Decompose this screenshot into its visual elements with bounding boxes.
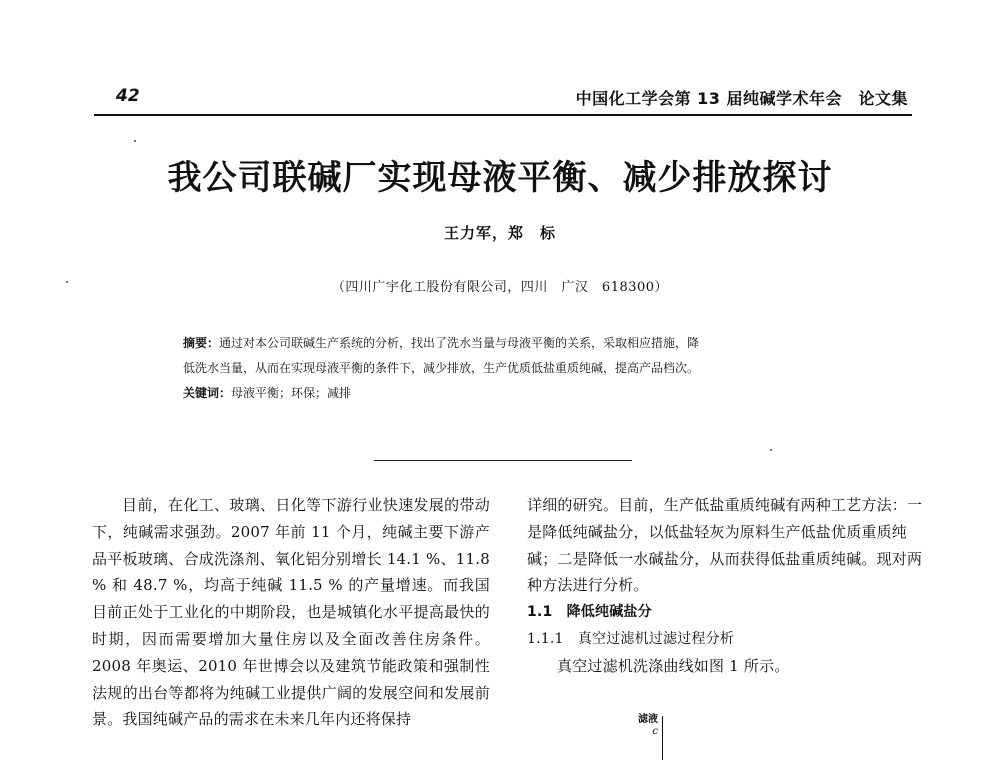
figure-1-partial (628, 714, 668, 760)
figure-reference: 真空过滤机洗涤曲线如图 1 所示。 (557, 656, 790, 675)
abstract-label: 摘要： (183, 336, 220, 350)
continued-paragraph: 详细的研究。目前，生产低盐重质纯碱有两种工艺方法：一是降低纯碱盐分，以低盐轻灰为原料生产低盐优质重质纯碱；二是降低一水碱盐分，从而获得低盐重质纯碱。现对两种方法进行分析。 (527, 496, 923, 595)
right-column (527, 492, 925, 680)
abstract-text-1: 通过对本公司联碱生产系统的分析，找出了洗水当量与母液平衡的关系，采取相应措施，降 (219, 336, 700, 350)
keywords-text: 母液平衡；环保；减排 (231, 386, 352, 400)
figure-y-axis-label: 滤液 (638, 714, 658, 725)
scan-speck (66, 281, 68, 283)
affiliation: （四川广宇化工股份有限公司，四川 广汉 618300） (331, 280, 669, 295)
section-divider (374, 460, 632, 461)
keywords-line (183, 381, 833, 406)
keywords-label: 关键词： (183, 386, 232, 400)
paper-title: 我公司联碱厂实现母液平衡、减少排放探讨 (167, 158, 833, 198)
left-column (92, 492, 490, 733)
authors: 王力军，郑 标 (443, 224, 556, 242)
figure-y-axis-line (662, 716, 663, 760)
header-rule (94, 114, 912, 116)
abstract-line-1 (183, 331, 833, 356)
running-header: 中国化工学会第 13 届纯碱学术年会 论文集 (575, 89, 908, 108)
intro-paragraph: 目前，在化工、玻璃、日化等下游行业快速发展的带动下，纯碱需求强劲。2007 年前 11 个月，纯碱主要下游产品平板玻璃、合成洗涤剂、氧化铝分别增长 14.1 %、11.8 % 和 48.7 %，均高于纯碱 11.5 % 的产量增速。而我国目前正处于工业化的中期阶段，也是城镇化水平提高最快的时期，因而需要增加大量住房以及全面改善住房条件。2008 年奥运、2010 年世博会以及建筑节能政策和强制性法规的出台等都将为纯碱工业提供广阔的发展空间和发展前景。我国纯碱产品的需求在未来几年内还将保持 (92, 496, 490, 729)
page-number: 42 (116, 86, 140, 106)
abstract-block (183, 331, 833, 406)
scan-speck (770, 449, 772, 451)
scan-speck (134, 140, 136, 142)
abstract-text-2: 低洗水当量，从而在实现母液平衡的条件下，减少排放，生产优质低盐重质纯碱，提高产品档次。 (183, 361, 700, 375)
figure-y-axis-symbol: c (652, 726, 658, 737)
section-heading-1-1: 1.1 降低纯碱盐分 (527, 604, 652, 621)
section-heading-1-1-1: 1.1.1 真空过滤机过滤过程分析 (527, 630, 735, 647)
